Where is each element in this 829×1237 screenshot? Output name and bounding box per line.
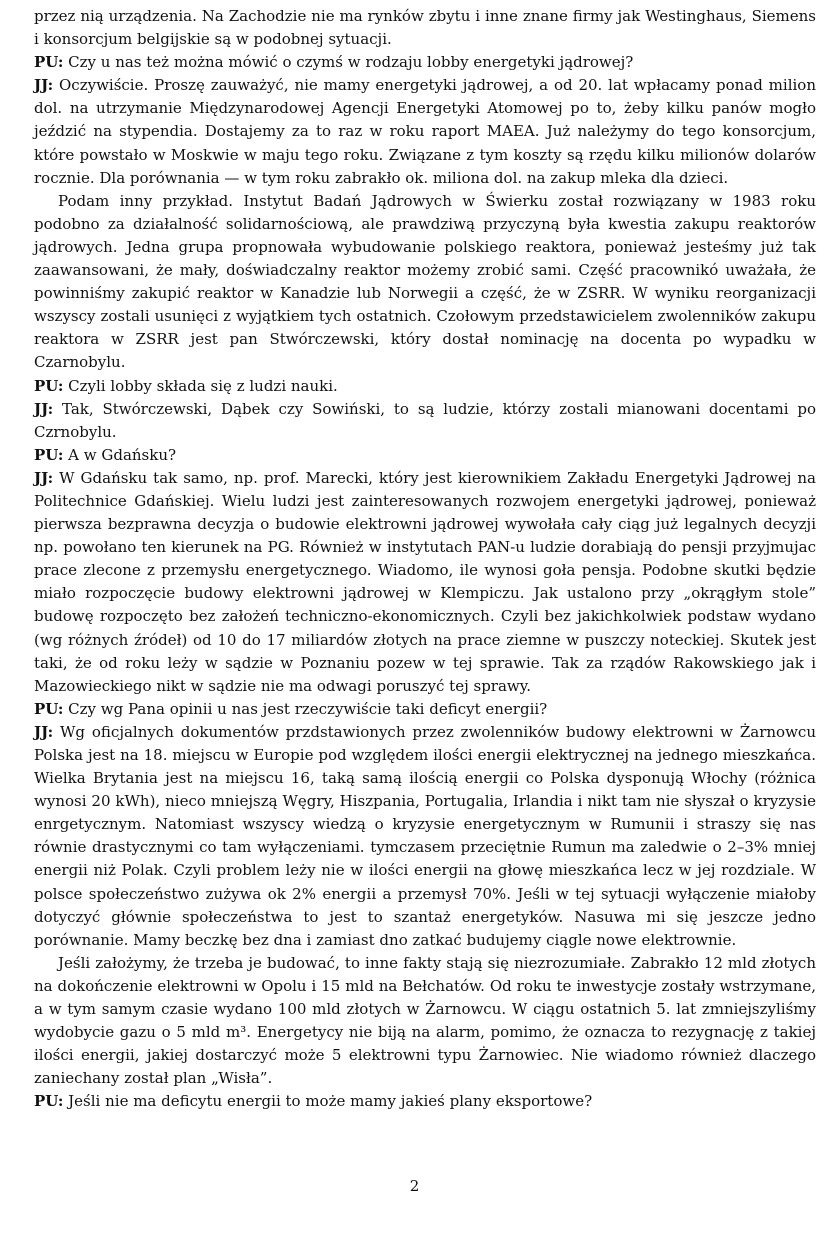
- speaker-label: PU:: [34, 699, 64, 718]
- speaker-label: JJ:: [34, 399, 54, 418]
- text-paragraph: [34, 5, 816, 51]
- paragraph-text: Czyli lobby składa się z ludzi nauki.: [68, 376, 338, 395]
- dialogue-paragraph: [34, 467, 816, 698]
- speaker-label: JJ:: [34, 76, 54, 95]
- dialogue-paragraph: [34, 398, 816, 444]
- dialogue-paragraph: [34, 74, 816, 189]
- paragraph-text: Czy wg Pana opinii u nas jest rzeczywiście taki deficyt energii?: [68, 699, 548, 718]
- paragraph-text: Jeśli założymy, że trzeba je budować, to inne fakty stają się niezrozumiałe. Zabrakło 12 mld złotych na dokończenie elektrowni w Opolu i 15 mld na Bełchatów. Od roku te inwestycje zostały wstrzymane, a w tym samym czasie wydano 100 mld złotych w Żarnowcu. W ciągu ostatnich 5. lat zmniejszyliśmy wydobycie gazu o 5 mld m³. Energetycy nie biją na alarm, pomimo, że oznacza to rezygnację z takiej ilości energii, jakiej dostarczyć może 5 elektrowni typu Żarnowiec. Nie wiadomo również dlaczego zaniechany został plan „Wisła”.: [34, 953, 816, 1088]
- dialogue-paragraph: [34, 444, 816, 467]
- dialogue-paragraph: [34, 1090, 816, 1113]
- paragraph-text: Podam inny przykład. Instytut Badań Jądrowych w Świerku został rozwiązany w 1983 roku podobno za działalność solidarnościową, ale prawdziwą przyczyną była kwestia zakupu reaktorów jądrowych. Jedna grupa propnowała wybudowanie polskiego reaktora, ponieważ jesteśmy już tak zaawansowani, że mały, doświadczalny reaktor możemy zrobić sami. Część pracownikó uważała, że powinniśmy zakupić reaktor w Kanadzie lub Norwegii a część, że w ZSRR. W wyniku reorganizacji wszyscy zostali usunięci z wyjątkiem tych ostatnich. Czołowym przedstawicielem zwolenników zakupu reaktora w ZSRR jest pan Stwórczewski, który dostał nominację na docenta po wypadku w Czarnobylu.: [34, 191, 816, 372]
- dialogue-paragraph: [34, 721, 816, 952]
- speaker-label: PU:: [34, 1092, 64, 1111]
- document-body: [34, 5, 816, 1114]
- paragraph-text: Tak, Stwórczewski, Dąbek czy Sowiński, to są ludzie, którzy zostali mianowani docentami po Czrnobylu.: [34, 399, 816, 441]
- speaker-label: PU:: [34, 445, 64, 464]
- paragraph-text: W Gdańsku tak samo, np. prof. Marecki, który jest kierownikiem Zakładu Energetyki Jądrowej na Politechnice Gdańskiej. Wielu ludzi jest zainteresowanych rozwojem energetyki jądrowej, ponieważ pierwsza bezprawna decyzja o budowie elektrowni jądrowej wywołała cały ciąg już legalnych decyzji np. powołano ten kierunek na PG. Również w instytutach PAN-u ludzie dorabiają do pensji przyjmujac prace zlecone z przemysłu energetycznego. Wiadomo, ile wynosi goła pensja. Podobne skutki będzie miało rozpoczęcie budowy elektrowni jądrowej w Klempiczu. Jak ustalono przy „okrągłym stole” budowę rozpoczęto bez założeń techniczno-ekonomicznych. Czyli bez jakichkolwiek podstaw wydano (wg różnych źródeł) od 10 do 17 miliardów złotych na prace ziemne w puszczy noteckiej. Skutek jest taki, że od roku leży w sądzie w Poznaniu pozew w tej sprawie. Tak za rządów Rakowskiego jak i Mazowieckiego nikt w sądzie nie ma odwagi poruszyć tej sprawy.: [34, 468, 816, 695]
- speaker-label: PU:: [34, 53, 64, 72]
- speaker-label: JJ:: [34, 468, 54, 487]
- paragraph-text: przez nią urządzenia. Na Zachodzie nie ma rynków zbytu i inne znane firmy jak Westinghaus, Siemens i konsorcjum belgijskie są w podobnej sytuacji.: [34, 7, 816, 49]
- dialogue-paragraph: [34, 698, 816, 721]
- paragraph-text: Czy u nas też można mówić o czymś w rodzaju lobby energetyki jądrowej?: [68, 53, 634, 72]
- paragraph-text: A w Gdańsku?: [68, 445, 177, 464]
- speaker-label: PU:: [34, 376, 64, 395]
- text-paragraph: [34, 952, 816, 1091]
- paragraph-text: Jeśli nie ma deficytu energii to może mamy jakieś plany eksportowe?: [68, 1092, 593, 1111]
- paragraph-text: Wg oficjalnych dokumentów przdstawionych przez zwolenników budowy elektrowni w Żarnowcu Polska jest na 18. miejscu w Europie pod względem ilości energii elektrycznej na jednego mieszkańca. Wielka Brytania jest na miejscu 16, taką samą ilością energii co Polska dysponują Włochy (różnica wynosi 20 kWh), nieco mniejszą Węgry, Hiszpania, Portugalia, Irlandia i nikt tam nie słyszał o kryzysie enrgetycznym. Natomiast wszyscy wiedzą o kryzysie energetycznym w Rumunii i straszy się nas równie drastycznymi co tam wyłączeniami. tymczasem przeciętnie Rumun ma zaledwie o 2–3% mniej energii niż Polak. Czyli problem leży nie w ilości energii na głowę mieszkańca lecz w jej rozdziale. W polsce społeczeństwo zużywa ok 2% energii a przemysł 70%. Jeśli w tej sytuacji wyłączenie miałoby dotyczyć głównie społeczeństwa to jest to szantaż energetyków. Nasuwa mi się jeszcze jedno porównanie. Mamy beczkę bez dna i zamiast dno zatkać budujemy ciągle nowe elektrownie.: [34, 722, 816, 949]
- dialogue-paragraph: [34, 51, 816, 74]
- text-paragraph: [34, 190, 816, 375]
- dialogue-paragraph: [34, 375, 816, 398]
- paragraph-text: Oczywiście. Proszę zauważyć, nie mamy energetyki jądrowej, a od 20. lat wpłacamy ponad milion dol. na utrzymanie Międzynarodowej Agencji Energetyki Atomowej po to, żeby kilku panów mogło jeździć na stypendia. Dostajemy za to raz w roku raport MAEA. Już należymy do tego konsorcjum, które powstało w Moskwie w maju tego roku. Związane z tym koszty są rzędu kilku milionów dolarów rocznie. Dla porównania — w tym roku zabrakło ok. miliona dol. na zakup mleka dla dzieci.: [34, 76, 816, 187]
- speaker-label: JJ:: [34, 722, 54, 741]
- page-number: 2: [409, 1177, 420, 1195]
